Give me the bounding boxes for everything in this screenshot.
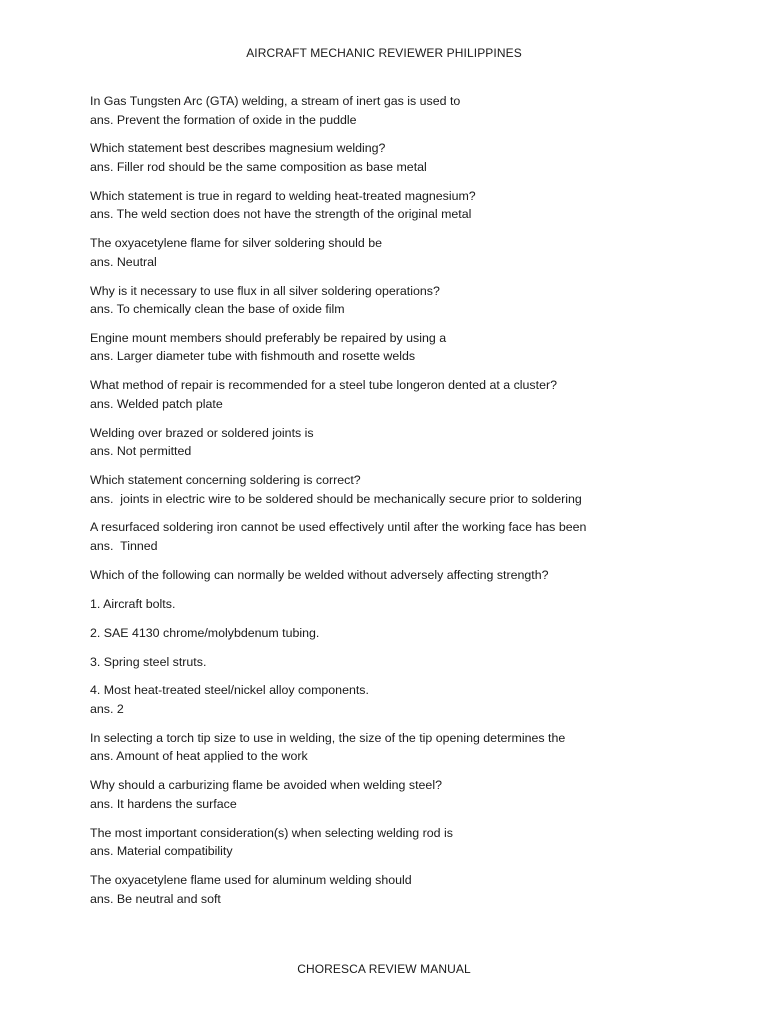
question: Which statement best describes magnesium welding? — [90, 141, 386, 156]
qa-item — [90, 424, 730, 461]
question: Engine mount members should preferably be repaired by using a — [90, 330, 447, 345]
answer: ans. It hardens the surface — [90, 796, 237, 811]
qa-item — [90, 518, 730, 555]
question: Which statement is true in regard to welding heat-treated magnesium? — [90, 188, 476, 203]
qa-item — [90, 234, 730, 271]
answer: ans. Tinned — [90, 538, 158, 553]
question: Which of the following can normally be welded without adversely affecting strength? — [90, 567, 549, 582]
question: In Gas Tungsten Arc (GTA) welding, a stream of inert gas is used to — [90, 94, 461, 108]
answer: ans. The weld section does not have the strength of the original metal — [90, 207, 472, 222]
answer: ans. Not permitted — [90, 444, 192, 459]
page-header: AIRCRAFT MECHANIC REVIEWER PHILIPPINES — [246, 46, 522, 60]
qa-item — [90, 139, 730, 176]
answer: ans. Prevent the formation of oxide in the puddle — [90, 112, 357, 127]
qa-item — [90, 776, 730, 813]
page-footer: CHORESCA REVIEW MANUAL — [297, 962, 471, 976]
answer: ans. Be neutral and soft — [90, 891, 221, 906]
qa-item — [90, 282, 730, 319]
question: A resurfaced soldering iron cannot be used effectively until after the working face has been — [90, 520, 587, 535]
question: Welding over brazed or soldered joints is — [90, 425, 314, 440]
answer: ans. 2 — [90, 702, 124, 717]
answer: ans. Amount of heat applied to the work — [90, 749, 308, 764]
answer: ans. Neutral — [90, 254, 157, 269]
qa-item — [90, 471, 730, 508]
question: Why should a carburizing flame be avoided when welding steel? — [90, 778, 442, 793]
qa-item — [90, 871, 730, 908]
option-list — [90, 595, 730, 719]
answer: ans. Larger diameter tube with fishmouth and rosette welds — [90, 349, 416, 364]
qa-item — [90, 92, 730, 129]
option-item: 2. SAE 4130 chrome/molybdenum tubing. — [90, 625, 320, 640]
document-body — [90, 92, 730, 918]
qa-item — [90, 329, 730, 366]
answer: ans. Filler rod should be the same composition as base metal — [90, 159, 427, 174]
question: The most important consideration(s) when selecting welding rod is — [90, 825, 453, 840]
question: In selecting a torch tip size to use in welding, the size of the tip opening determines the — [90, 730, 566, 745]
answer: ans. Welded patch plate — [90, 396, 223, 411]
qa-item — [90, 729, 730, 766]
question: What method of repair is recommended for a steel tube longeron dented at a cluster? — [90, 378, 557, 393]
question: Which statement concerning soldering is correct? — [90, 473, 361, 487]
question: The oxyacetylene flame for silver soldering should be — [90, 236, 383, 251]
qa-item — [90, 824, 730, 861]
option-item: 1. Aircraft bolts. — [90, 596, 176, 611]
answer: ans. To chemically clean the base of oxide film — [90, 302, 345, 317]
qa-item — [90, 376, 730, 413]
question: The oxyacetylene flame used for aluminum welding should — [90, 872, 412, 887]
answer: ans. Material compatibility — [90, 844, 233, 859]
multi-question — [90, 566, 730, 585]
question: Why is it necessary to use flux in all silver soldering operations? — [90, 283, 440, 298]
qa-item — [90, 187, 730, 224]
option-item: 3. Spring steel struts. — [90, 654, 207, 669]
option-item: 4. Most heat-treated steel/nickel alloy components. — [90, 683, 369, 698]
answer: ans. joints in electric wire to be soldered should be mechanically secure prior to soldering — [90, 491, 582, 506]
